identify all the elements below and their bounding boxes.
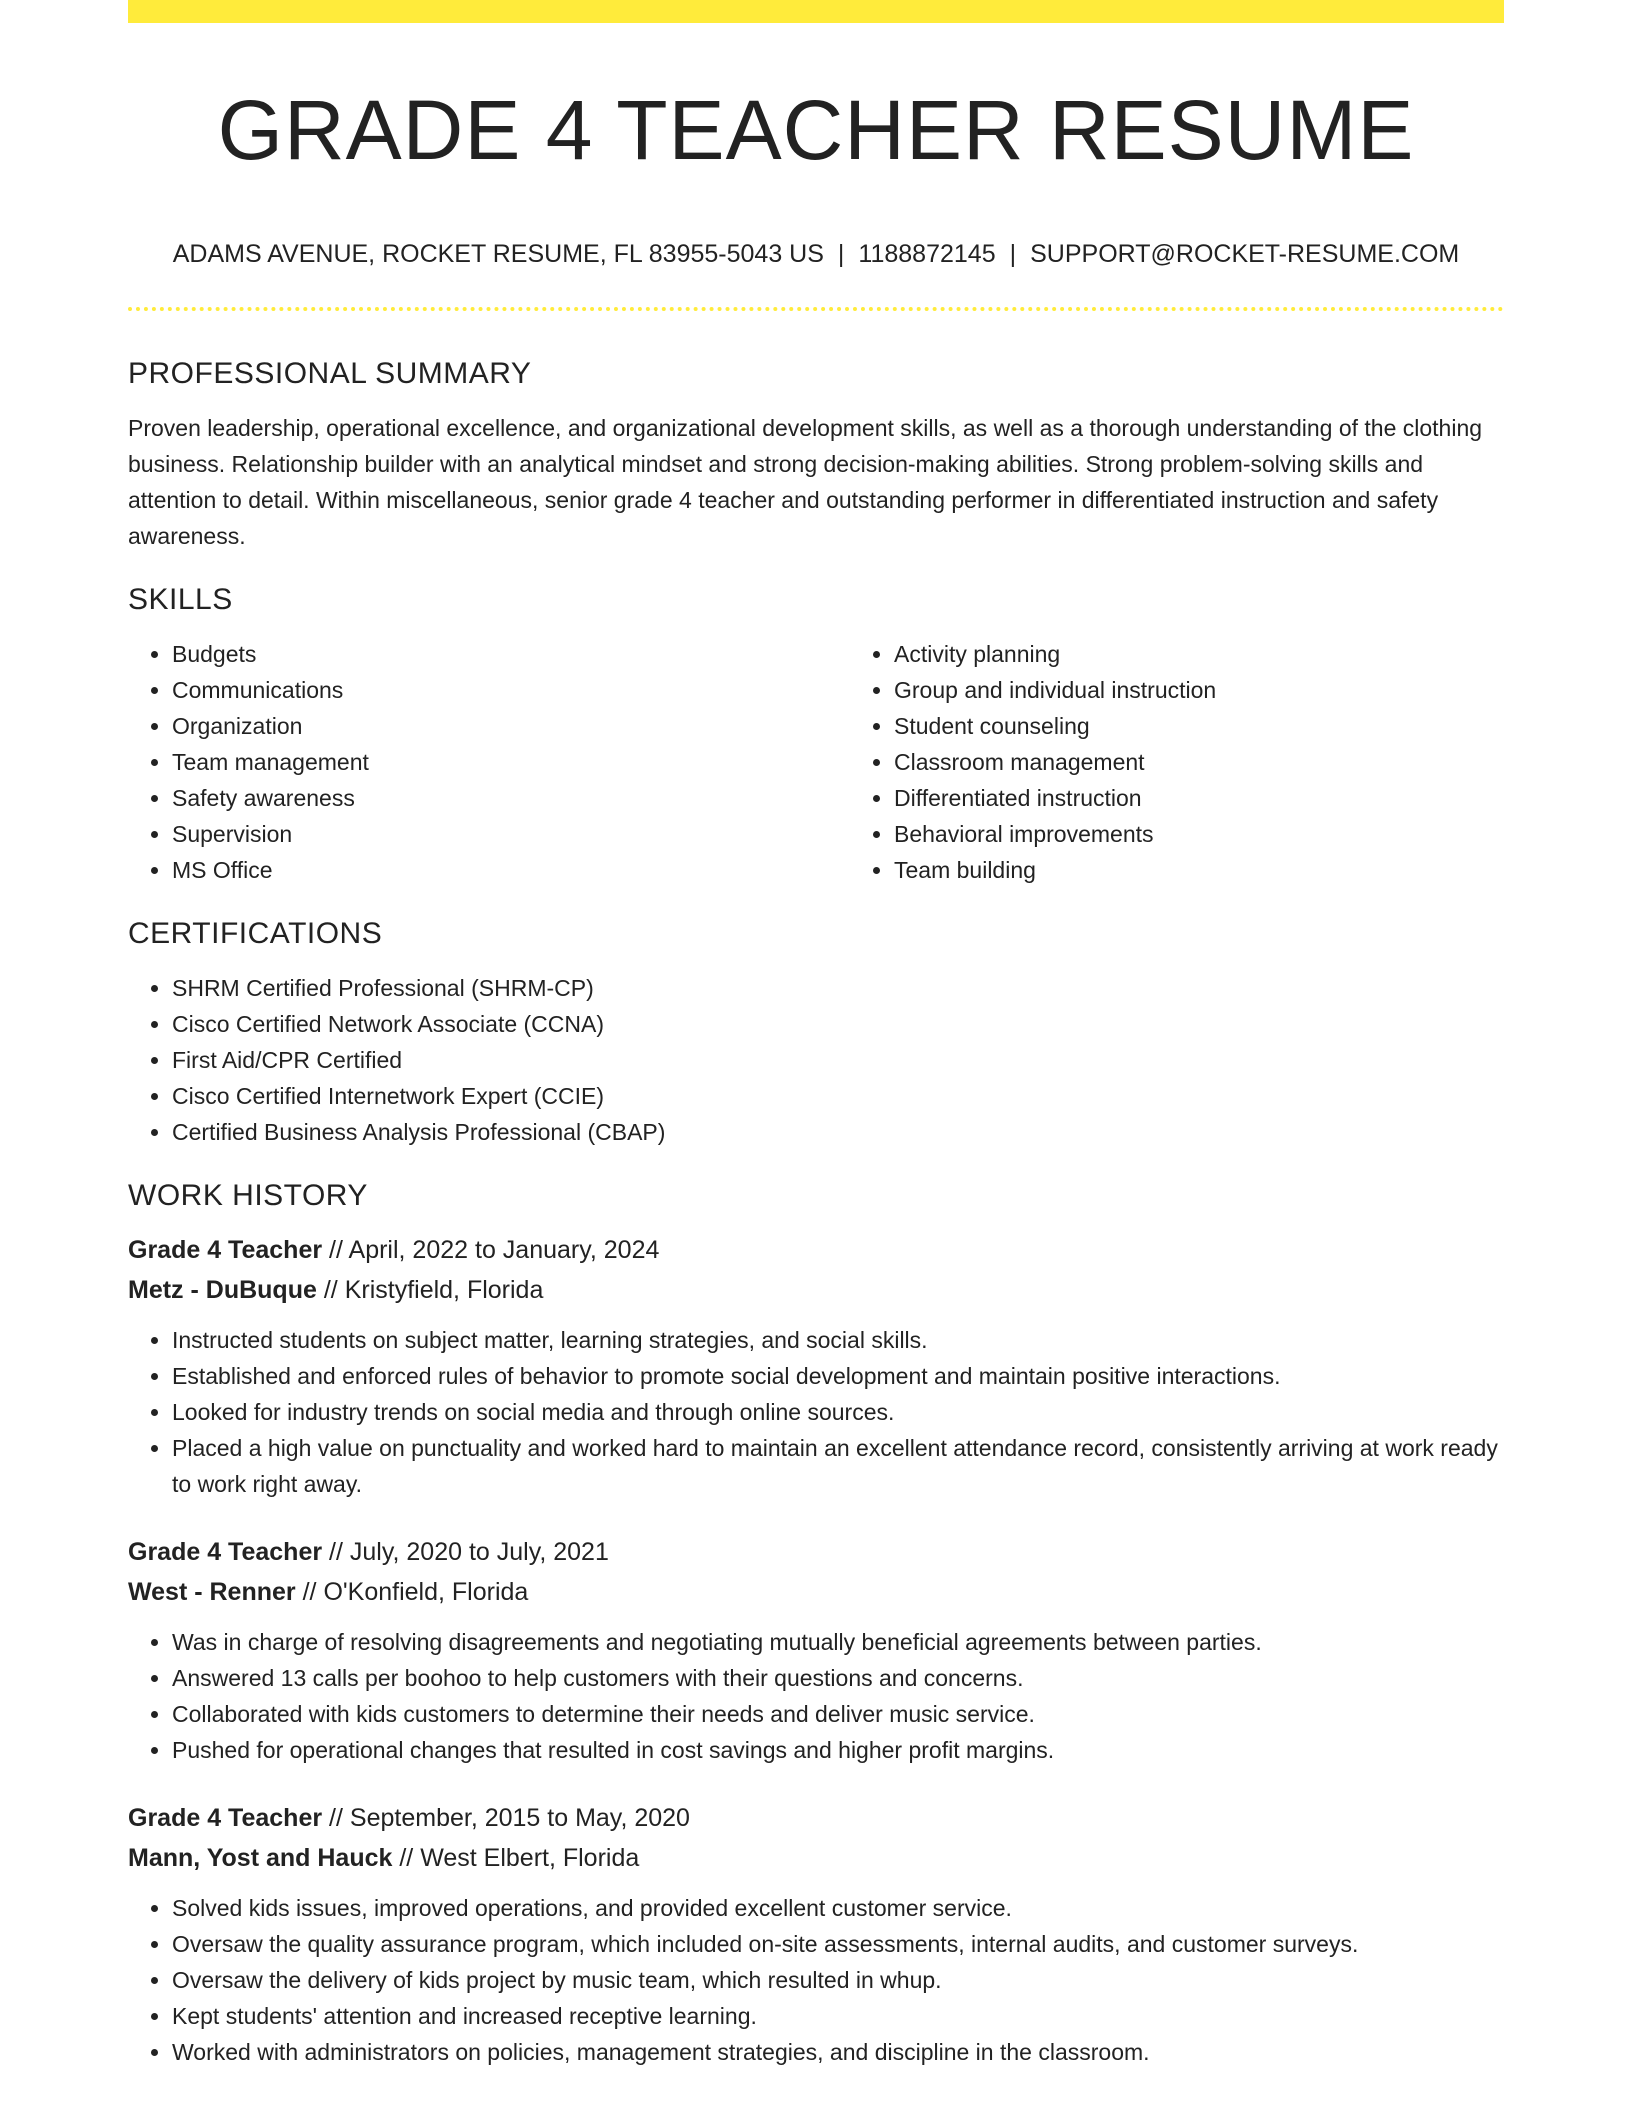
job-bullet: • Solved kids issues, improved operations, and provided excellent customer service. <box>172 1890 1504 1926</box>
job-title: Grade 4 Teacher <box>128 1538 323 1566</box>
summary-heading: PROFESSIONAL SUMMARY <box>128 357 532 390</box>
job-location: O'Konfield, Florida <box>323 1578 529 1606</box>
accent-bar <box>128 0 1504 23</box>
skill-item: • Team building <box>894 852 1572 888</box>
job-bullet: • Oversaw the delivery of kids project by music team, which resulted in whup. <box>172 1962 1504 1998</box>
job-bullet: • Instructed students on subject matter, learning strategies, and social skills. <box>172 1322 1504 1358</box>
skill-item: • Classroom management <box>894 744 1572 780</box>
job-bullet: • Oversaw the quality assurance program, which included on-site assessments, internal audits, and customer surveys. <box>172 1926 1504 1962</box>
job-dates: July, 2020 to July, 2021 <box>349 1538 609 1566</box>
skill-item: • Communications <box>172 672 850 708</box>
job-separator: // <box>302 1578 317 1606</box>
job-company-line <box>128 1572 1504 1612</box>
certifications-list <box>128 970 1504 1150</box>
certification-item: • First Aid/CPR Certified <box>172 1042 1504 1078</box>
skill-item: • Student counseling <box>894 708 1572 744</box>
contact-address: ADAMS AVENUE, ROCKET RESUME, FL 83955-5043 US <box>172 240 824 268</box>
job-separator: // <box>329 1236 343 1264</box>
job-bullet: • Answered 13 calls per boohoo to help customers with their questions and concerns. <box>172 1660 1504 1696</box>
resume-title: GRADE 4 TEACHER RESUME <box>217 83 1415 177</box>
skill-item: • Behavioral improvements <box>894 816 1572 852</box>
job-separator: // <box>329 1804 343 1832</box>
contact-phone: 1188872145 <box>858 240 996 268</box>
certifications-heading: CERTIFICATIONS <box>128 917 383 950</box>
skill-item: • MS Office <box>172 852 850 888</box>
job-dates: April, 2022 to January, 2024 <box>348 1236 660 1264</box>
job-company: Metz - DuBuque <box>128 1276 317 1304</box>
skills-section <box>128 578 1504 888</box>
certification-item: • SHRM Certified Professional (SHRM-CP) <box>172 970 1504 1006</box>
skill-item: • Activity planning <box>894 636 1572 672</box>
contact-separator: | <box>1009 240 1017 268</box>
job-bullet: • Collaborated with kids customers to determine their needs and deliver music service. <box>172 1696 1504 1732</box>
skill-item: • Supervision <box>172 816 850 852</box>
skill-item: • Organization <box>172 708 850 744</box>
job-dates: September, 2015 to May, 2020 <box>349 1804 690 1832</box>
job-bullet: • Looked for industry trends on social media and through online sources. <box>172 1394 1504 1430</box>
contact-separator: | <box>837 240 845 268</box>
job-entry <box>128 1230 1504 1502</box>
job-title: Grade 4 Teacher <box>128 1236 323 1264</box>
job-location: West Elbert, Florida <box>420 1844 640 1872</box>
job-bullet: • Placed a high value on punctuality and worked hard to maintain an excellent attendance record, consistently arriving at work ready to work right away. <box>172 1430 1504 1502</box>
skills-heading: SKILLS <box>128 583 233 616</box>
skill-item: • Group and individual instruction <box>894 672 1572 708</box>
skills-columns <box>128 636 1504 888</box>
job-separator: // <box>329 1538 343 1566</box>
certification-item: • Cisco Certified Internetwork Expert (CCIE) <box>172 1078 1504 1114</box>
skills-list-left <box>128 636 850 888</box>
skills-list-right <box>850 636 1572 888</box>
job-entry <box>128 1532 1504 1768</box>
work-history-heading: WORK HISTORY <box>128 1179 368 1212</box>
job-bullet: • Was in charge of resolving disagreements and negotiating mutually beneficial agreements between parties. <box>172 1624 1504 1660</box>
skill-item: • Safety awareness <box>172 780 850 816</box>
skill-item: • Team management <box>172 744 850 780</box>
summary-section <box>128 352 1504 554</box>
job-bullet: • Kept students' attention and increased receptive learning. <box>172 1998 1504 2034</box>
skill-item: • Budgets <box>172 636 850 672</box>
job-separator: // <box>323 1276 338 1304</box>
skill-item: • Differentiated instruction <box>894 780 1572 816</box>
job-bullet: • Pushed for operational changes that resulted in cost savings and higher profit margins. <box>172 1732 1504 1768</box>
contact-email: SUPPORT@ROCKET-RESUME.COM <box>1030 240 1460 268</box>
job-separator: // <box>399 1844 414 1872</box>
job-company: West - Renner <box>128 1578 296 1606</box>
job-title-line <box>128 1230 1504 1270</box>
job-title-line <box>128 1532 1504 1572</box>
header-divider <box>128 307 1504 311</box>
job-company-line <box>128 1270 1504 1310</box>
contact-line <box>128 236 1504 272</box>
certification-item: • Certified Business Analysis Professional (CBAP) <box>172 1114 1504 1150</box>
job-company: Mann, Yost and Hauck <box>128 1844 393 1872</box>
job-title: Grade 4 Teacher <box>128 1804 323 1832</box>
certifications-section <box>128 912 1504 1150</box>
job-location: Kristyfield, Florida <box>344 1276 544 1304</box>
certification-item: • Cisco Certified Network Associate (CCNA) <box>172 1006 1504 1042</box>
job-bullet: • Worked with administrators on policies, management strategies, and discipline in the classroom. <box>172 2034 1504 2070</box>
summary-text: Proven leadership, operational excellence, and organizational development skills, as well as a thorough understanding of the clothing business. Relationship builder with an analytical mindset and strong decision-making abilities. Strong problem-solving skills and attention to detail. Within miscellaneous, senior grade 4 teacher and outstanding performer in differentiated instruction and safety awareness. <box>128 415 1483 549</box>
resume-content <box>128 352 1504 2100</box>
job-bullet: • Established and enforced rules of behavior to promote social development and maintain positive interactions. <box>172 1358 1504 1394</box>
job-entry <box>128 1798 1504 2070</box>
job-company-line <box>128 1838 1504 1878</box>
job-title-line <box>128 1798 1504 1838</box>
job-bullets <box>128 1624 1504 1768</box>
work-history-section <box>128 1174 1504 2070</box>
job-bullets <box>128 1890 1504 2070</box>
job-bullets <box>128 1322 1504 1502</box>
